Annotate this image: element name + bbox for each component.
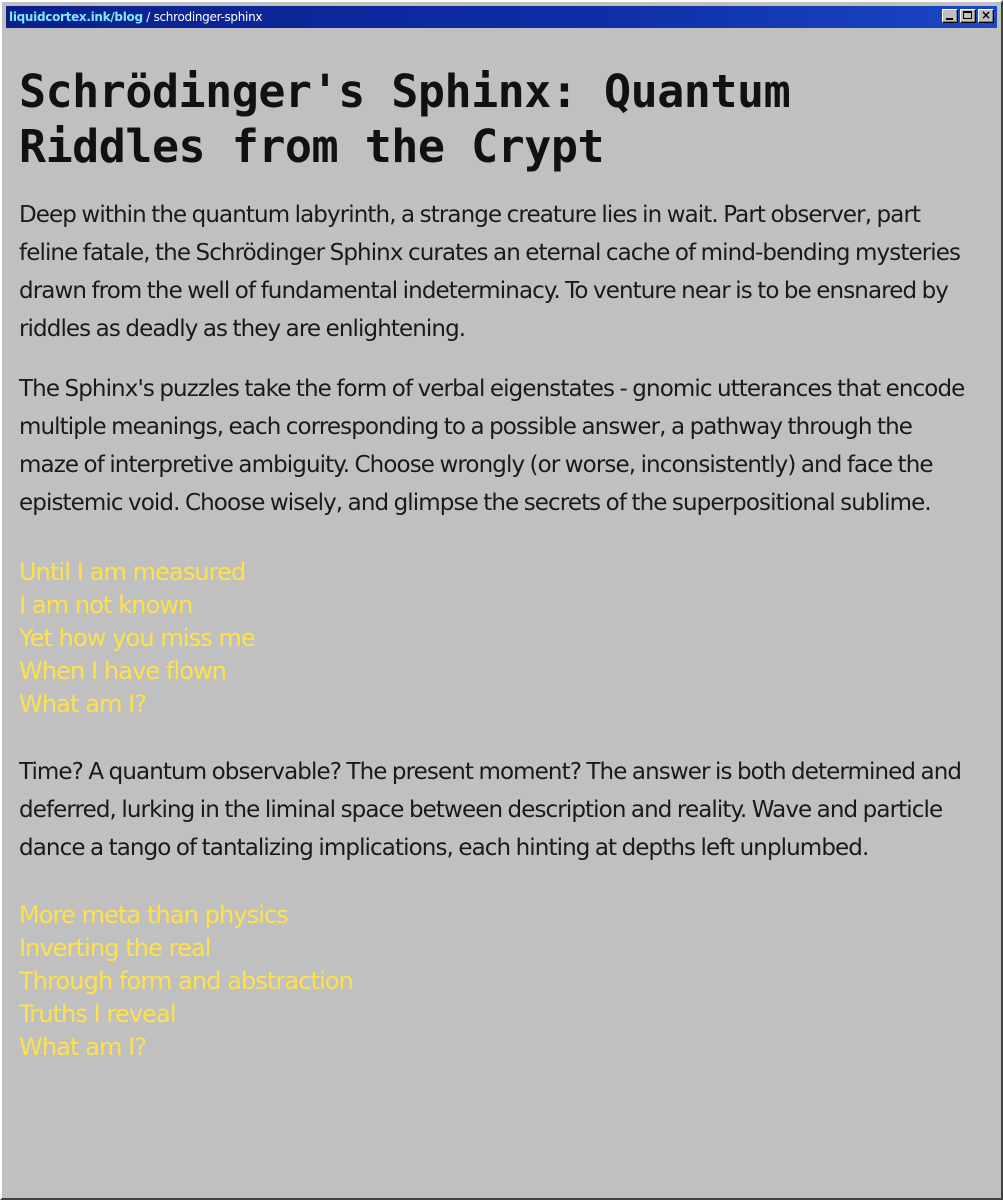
riddle-line: What am I? (19, 1033, 147, 1061)
riddle-line: When I have flown (19, 657, 227, 685)
title-site-link[interactable]: liquidcortex.ink/blog (9, 10, 143, 24)
close-icon: × (980, 8, 992, 22)
riddle-line: Truths I reveal (19, 1000, 176, 1028)
window-title (9, 10, 262, 24)
maximize-icon (963, 11, 972, 19)
riddle-two (19, 899, 971, 1064)
article-paragraph: Time? A quantum observable? The present moment? The answer is both determined and deferred, lurking in the liminal space between description and reality. Wave and particle dance a tango of tantalizing implications, each hinting at depths left unplumbed. (19, 759, 962, 861)
riddle-line: More meta than physics (19, 901, 288, 929)
article-paragraph: Deep within the quantum labyrinth, a strange creature lies in wait. Part observer, part feline fatale, the Schrödinger Sphinx curates an eternal cache of mind-bending mysteries drawn from the well of fundamental indeterminacy. To venture near is to be ensnared by riddles as deadly as they are enlightening. (19, 202, 961, 342)
riddle-line: Through form and abstraction (19, 967, 353, 995)
riddle-line: I am not known (19, 591, 193, 619)
title-separator: / (142, 10, 154, 24)
maximize-button[interactable] (960, 9, 976, 23)
riddle-line: Until I am measured (19, 558, 246, 586)
riddle-line: What am I? (19, 690, 147, 718)
riddle-line: Inverting the real (19, 934, 211, 962)
riddle-line: Yet how you miss me (19, 624, 255, 652)
minimize-button[interactable] (942, 9, 958, 23)
minimize-icon (946, 18, 953, 20)
riddle-one (19, 556, 971, 721)
title-page-name: schrodinger-sphinx (153, 10, 263, 24)
close-button[interactable] (978, 9, 994, 23)
article-content (19, 64, 971, 1198)
article-title: Schrödinger's Sphinx: Quantum Riddles from the Crypt (19, 65, 791, 173)
article-paragraph: The Sphinx's puzzles take the form of verbal eigenstates - gnomic utterances that encode multiple meanings, each corresponding to a possible answer, a pathway through the maze of interpretive ambiguity. Choose wrongly (or worse, inconsistently) and face the epistemic void. Choose wisely, and glimpse the secrets of the superpositional sublime. (19, 376, 965, 516)
window-controls (942, 9, 994, 23)
window-titlebar[interactable] (6, 6, 997, 28)
